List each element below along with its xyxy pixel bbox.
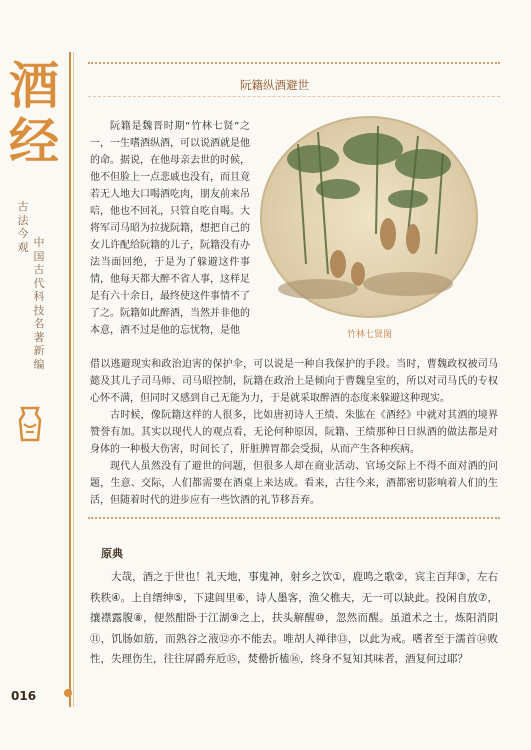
section-title: 阮籍纵酒避世: [240, 78, 309, 92]
book-title: [6, 58, 62, 170]
top-dotted-rule: [88, 62, 500, 64]
body-paragraph-1-cont: 借以逃避现实和政治迫害的保护伞，可以说是一种自我保护的手段。当时，曹魏政权被司马懿及其儿子司马师、司马昭控制，阮籍在政治上是倾向于曹魏皇室的，所以对司马氏的专权心怀不满，但同时又感到自己无能为力，于是就采取醉酒的态度来躲避这种现实。: [90, 359, 498, 404]
body-paragraph-1: 阮籍是魏晋时期“竹林七贤”之一，一生嗜酒纵酒，可以说酒就是他的命。据说，在他母亲去世的时候，他不但脸上一点悲戚也没有，而且竟若无人地大口喝酒吃肉，朋友前来吊唁，他也不回礼，只管自吃自喝。大将军司马昭为拉拢阮籍，想把自己的女儿许配给阮籍的儿子，阮籍没有办法当面回绝，于是为了躲避这件事情，他每天都大醉不省人事，这样足足有六十余日，最终使这件事情不了了之。阮籍如此醉酒，当然并非他的本意，酒不过是他的忘忧物，是他: [90, 121, 250, 336]
wine-jar-seal-icon: [14, 404, 46, 448]
original-text-body: 大哉，酒之于世也！礼天地，事鬼神，射乡之饮①，鹿鸣之歌②，宾主百拜③，左右秩秩④。上自缙绅⑤，下逮闾里⑥，诗人墨客，渔父樵夫，无一可以缺此。投闲自放⑦，攘襟露腹⑧，便然酣卧于江湖⑨之上，扶头解醒⑩，忽然而醒。虽道术之士，炼阳消阴⑪，饥肠如筋，而熟谷之液⑫亦不能去。唯胡人禅律⑬，以此为戒。嗜者至于濡首⑭败性，失理伤生，往往屏爵弃卮⑮，焚罍折榼⑯，终身不复知其味者，酒复何过耶？: [90, 571, 498, 665]
body-paragraph-3: 现代人虽然没有了避世的问题，但很多人却在商业活动、官场交际上不得不面对酒的问题，生意、交际，人们都需要在酒桌上来达成。看来，古往今来，酒都密切影响着人们的生活，但随着时代的进步应有一些饮酒的礼节移吾弃。: [90, 461, 498, 506]
figure-caption: 竹林七贤图: [347, 330, 393, 340]
sidebar-divider-thin: [73, 52, 74, 707]
original-text-heading: 原典: [101, 547, 123, 560]
title-underline: [88, 96, 500, 97]
series-subtitle-a: 古法今观: [17, 200, 29, 254]
book-title-char-1: 酒: [9, 56, 59, 115]
body-paragraph-2: 古时候，像阮籍这样的人很多，比如唐初诗人王绩、朱肱在《酒经》中就对其酒的境界赞誉有加。其实以现代人的观点看，无论何种原因，阮籍、王绩那种日日纵酒的做法都是对身体的一种极大伤害，时间长了，肝脏脾胃都会受损，从而产生各种疾病。: [90, 410, 498, 455]
section-dotted-rule: [88, 517, 500, 519]
page-number: 016: [11, 689, 37, 703]
book-title-char-2: 经: [9, 112, 59, 171]
bamboo-grove-painting: [258, 114, 480, 320]
page-marker-dot: [64, 689, 72, 697]
series-subtitle-b: 中国古代科技名著新编: [33, 236, 45, 371]
sidebar-divider: [69, 52, 71, 707]
